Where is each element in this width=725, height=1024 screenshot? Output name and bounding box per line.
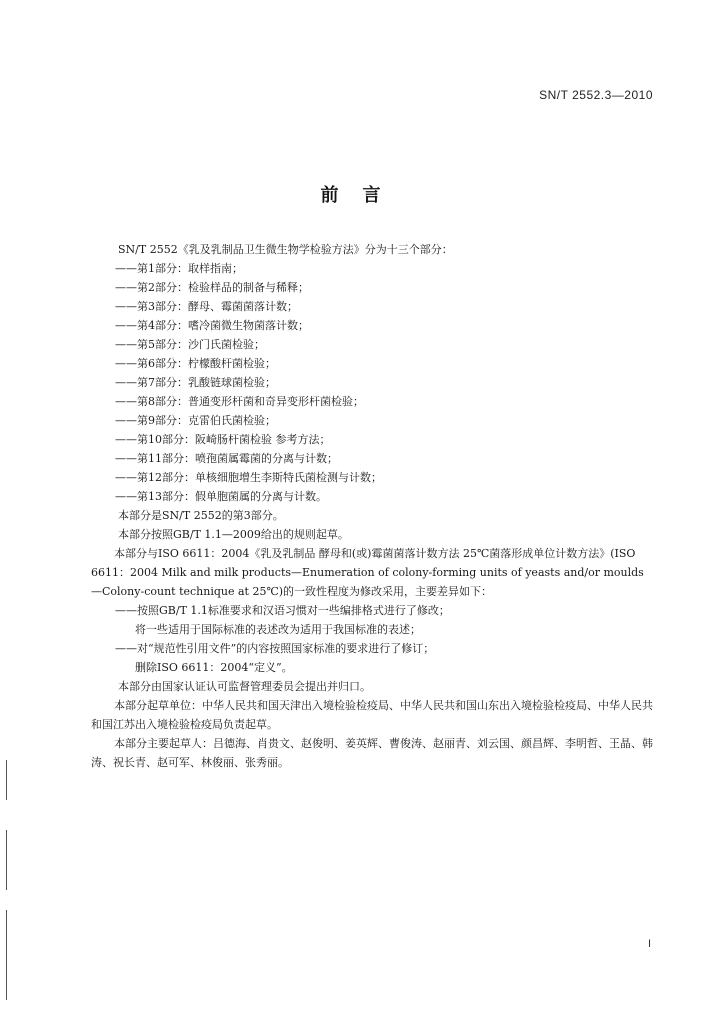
part-item: ——第6部分：柠檬酸杆菌检验； — [115, 357, 276, 370]
part-item: ——第4部分：嗜冷菌微生物菌落计数； — [115, 319, 309, 332]
standard-number: SN/T 2552.3—2010 — [539, 88, 653, 102]
main-drafters: 本部分主要起草人：吕德海、肖贵文、赵俊明、姜英辉、曹俊涛、赵丽青、刘云国、颜昌辉、李明哲、王晶、韩涛、祝长青、赵可军、林俊丽、张秀丽。 — [91, 737, 653, 769]
page-title: 前言 — [320, 185, 405, 206]
difference-item: ——按照GB/T 1.1标准要求和汉语习惯对一些编排格式进行了修改； — [115, 604, 450, 617]
statement-drafting-rules: 本部分按照GB/T 1.1—2009给出的规则起草。 — [118, 528, 349, 541]
part-item: ——第9部分：克雷伯氏菌检验； — [115, 414, 276, 427]
part-item: ——第7部分：乳酸链球菌检验； — [115, 376, 276, 389]
part-item: ——第12部分：单核细胞增生李斯特氏菌检测与计数； — [115, 471, 382, 484]
part-item: ——第1部分：取样指南； — [115, 262, 243, 275]
difference-item: 删除ISO 6611：2004“定义”。 — [135, 661, 293, 674]
part-item: ——第5部分：沙门氏菌检验； — [115, 338, 265, 351]
page-number: I — [647, 938, 651, 950]
proposer-statement: 本部分由国家认证认可监督管理委员会提出并归口。 — [118, 680, 371, 693]
adoption-paragraph: 本部分与ISO 6611：2004《乳及乳制品 酵母和(或)霉菌菌落计数方法 25℃菌落形成单位计数方法》(ISO 6611：2004 Milk and milk products—Enumeration of colony-forming units of yeasts and/or moulds—Colony-count technique at 25℃)的一致性程度为修改采用，主要差异如下： — [91, 547, 644, 598]
scan-binding-edge — [0, 740, 14, 1020]
part-item: ——第3部分：酵母、霉菌菌落计数； — [115, 300, 298, 313]
part-item: ——第2部分：检验样品的制备与稀释； — [115, 281, 309, 294]
part-item: ——第10部分：阪崎肠杆菌检验 参考方法； — [115, 433, 331, 446]
difference-item: ——对“规范性引用文件”的内容按照国家标准的要求进行了修订； — [115, 642, 435, 655]
foreword-body — [91, 240, 670, 772]
difference-item: 将一些适用于国际标准的表述改为适用于我国标准的表述； — [135, 623, 421, 636]
drafting-units: 本部分起草单位：中华人民共和国天津出入境检验检疫局、中华人民共和国山东出入境检验检疫局、中华人民共和国江苏出入境检验检疫局负责起草。 — [91, 699, 653, 731]
part-item: ——第11部分：喷孢菌属霉菌的分离与计数； — [115, 452, 338, 465]
part-item: ——第8部分：普通变形杆菌和奇异变形杆菌检验； — [115, 395, 364, 408]
statement-part-number: 本部分是SN/T 2552的第3部分。 — [118, 509, 284, 522]
part-item: ——第13部分：假单胞菌属的分离与计数。 — [115, 490, 327, 503]
intro-text: SN/T 2552《乳及乳制品卫生微生物学检验方法》分为十三个部分： — [118, 243, 453, 256]
